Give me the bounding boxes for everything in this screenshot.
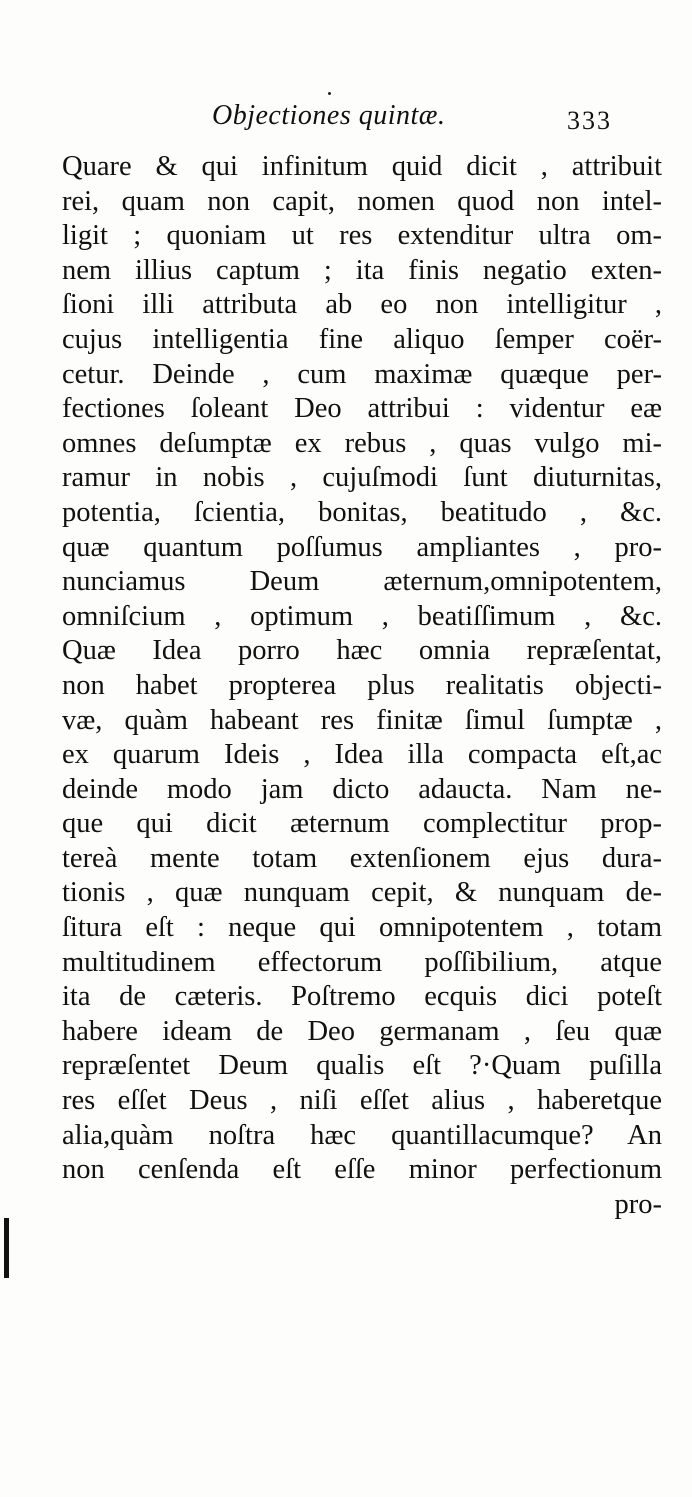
text-line: cetur. Deinde , cum maximæ quæque per-	[62, 358, 662, 390]
text-line: ramur in nobis , cujuſmodi ſunt diuturnitas,	[62, 462, 662, 494]
text-line: tionis , quæ nunquam cepit, & nunquam de-	[62, 877, 662, 909]
body-text	[62, 150, 662, 1222]
page-number: 333	[567, 106, 612, 135]
text-line: habere ideam de Deo germanam , ſeu quæ	[62, 1015, 662, 1047]
running-title: Objectiones quintæ.	[212, 100, 446, 131]
text-line: nunciamus Deum æternum,omnipotentem,	[62, 566, 662, 598]
text-line: rei, quam non capit, nomen quod non intel-	[62, 185, 662, 217]
catchword: pro-	[614, 1188, 662, 1220]
text-line: repræſentet Deum qualis eſt ?·Quam puſilla	[62, 1050, 662, 1082]
text-line: nem illius captum ; ita finis negatio exten-	[62, 254, 662, 286]
text-line: non habet propterea plus realitatis objecti-	[62, 669, 662, 701]
text-line: alia,quàm noſtra hæc quantillacumque? An	[62, 1119, 662, 1151]
text-line: tereà mente totam extenſionem ejus dura-	[62, 842, 662, 874]
text-line: ligit ; quoniam ut res extenditur ultra om-	[62, 220, 662, 252]
text-line: potentia, ſcientia, bonitas, beatitudo , &c.	[62, 496, 662, 528]
text-line: deinde modo jam dicto adaucta. Nam ne-	[62, 773, 662, 805]
text-line: multitudinem effectorum poſſibilium, atque	[62, 946, 662, 978]
text-line: res eſſet Deus , niſi eſſet alius , haberetque	[62, 1085, 662, 1117]
text-line: quæ quantum poſſumus ampliantes , pro-	[62, 531, 662, 563]
text-line: ex quarum Ideis , Idea illa compacta eſt,ac	[62, 739, 662, 771]
text-line: que qui dicit æternum complectitur prop-	[62, 808, 662, 840]
ink-dot-mark	[328, 92, 331, 95]
margin-edge-mark	[4, 1218, 9, 1278]
text-line: fectiones ſoleant Deo attribui : videntur eæ	[62, 393, 662, 425]
text-line: ſitura eſt : neque qui omnipotentem , totam	[62, 912, 662, 944]
text-line: væ, quàm habeant res finitæ ſimul ſumptæ ,	[62, 704, 662, 736]
text-line: Quare & qui infinitum quid dicit , attribuit	[62, 151, 662, 182]
text-line: cujus intelligentia fine aliquo ſemper coër-	[62, 323, 662, 355]
text-line: non cenſenda eſt eſſe minor perfectionum	[62, 1154, 662, 1186]
running-head	[0, 100, 692, 140]
text-line: ſioni illi attributa ab eo non intelligitur ,	[62, 289, 662, 321]
text-line: Quæ Idea porro hæc omnia repræſentat,	[62, 635, 662, 667]
text-line: omniſcium , optimum , beatiſſimum , &c.	[62, 600, 662, 632]
text-line: ita de cæteris. Poſtremo ecquis dici poteſt	[62, 981, 662, 1013]
text-line: omnes deſumptæ ex rebus , quas vulgo mi-	[62, 427, 662, 459]
